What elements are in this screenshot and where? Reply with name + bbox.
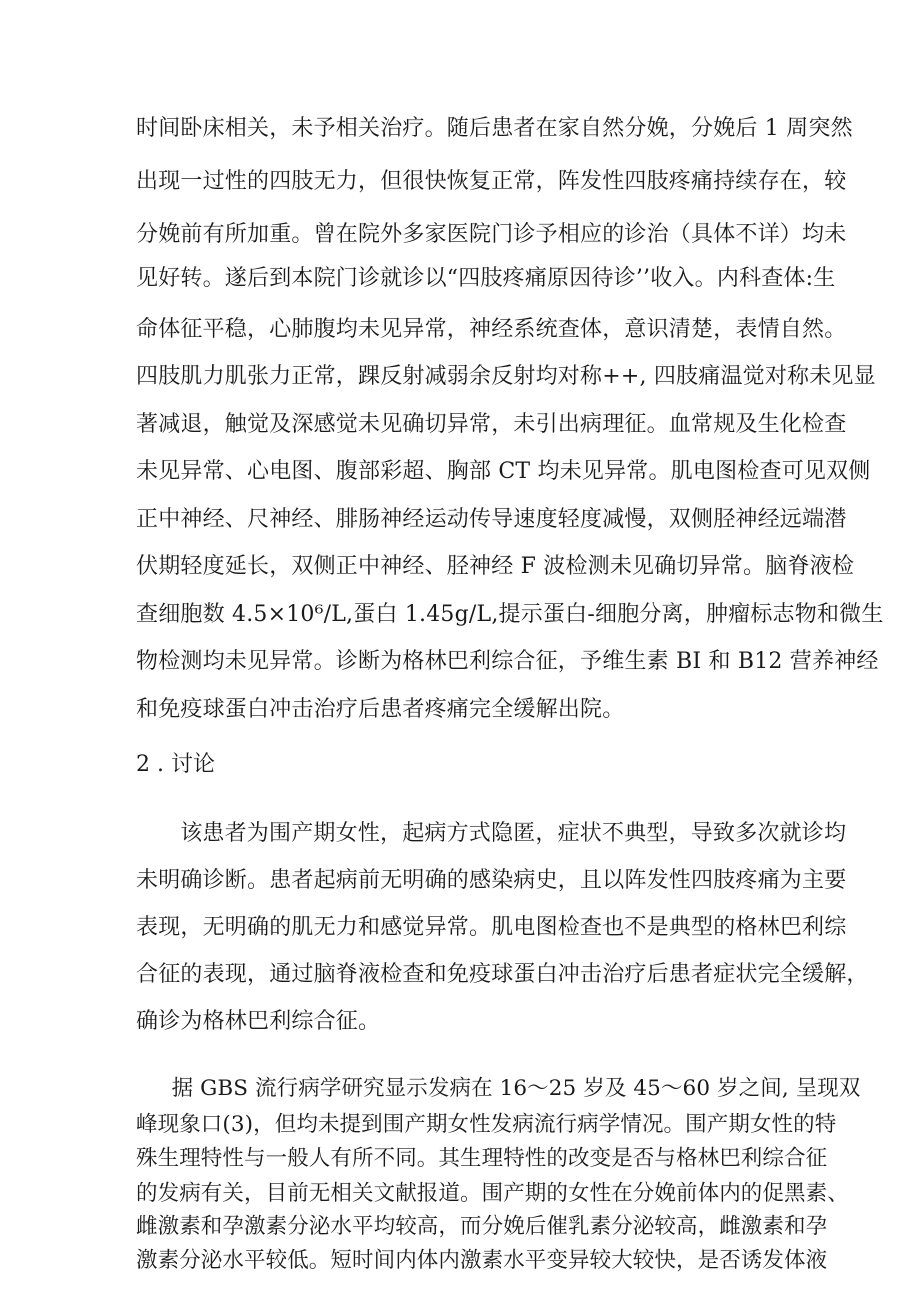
text-line: 伏期轻度延长，双侧正中神经、胫神经 F 波检测未见确切异常。脑脊液检 [136, 554, 855, 579]
text-line: 正中神经、尺神经、腓肠神经运动传导速度轻度减慢，双侧胫神经远端潜 [136, 507, 847, 532]
section-heading: 2 . 讨论 [136, 752, 215, 777]
text-line: 四肢肌力肌张力正常，踝反射减弱余反射均对称++, 四肢痛温觉对称未见显 [136, 364, 876, 389]
text-line: 物检测均未见异常。诊断为格林巴利综合征，予维生素 BI 和 B12 营养神经 [136, 649, 879, 674]
text-line: 著减退，触觉及深感觉未见确切异常，未引出病理征。血常规及生化检查 [136, 412, 847, 437]
text-line: 确诊为格林巴利综合征。 [136, 1009, 381, 1034]
text-line: 命体征平稳，心肺腹均未见异常，神经系统查体，意识清楚，表情自然。 [136, 317, 847, 342]
text-line: 该患者为围产期女性，起病方式隐匿，症状不典型，导致多次就诊均 [158, 821, 847, 846]
text-line: 未见异常、心电图、腹部彩超、胸部 CT 均未见异常。肌电图检查可见双侧 [136, 459, 871, 484]
text-line: 表现，无明确的肌无力和感觉异常。肌电图检查也不是典型的格林巴利综 [136, 915, 847, 940]
text-line: 时间卧床相关，未予相关治疗。随后患者在家自然分娩，分娩后 1 周突然 [136, 116, 853, 141]
text-line: 殊生理特性与一般人有所不同。其生理特性的改变是否与格林巴利综合征 [136, 1146, 828, 1171]
text-line: 合征的表现，通过脑脊液检查和免疫球蛋白冲击治疗后患者症状完全缓解， [136, 962, 869, 987]
text-line: 激素分泌水平较低。短时间内体内激素水平变异较大较快，是否诱发体液 [136, 1248, 828, 1273]
text-line: 峰现象口(3)，但均未提到围产期女性发病流行病学情况。围产期女性的特 [136, 1112, 837, 1137]
text-line: 出现一过性的四肢无力，但很快恢复正常，阵发性四肢疼痛持续存在，较 [136, 169, 847, 194]
text-line: 雌激素和孕激素分泌水平均较高，而分娩后催乳素分泌较高，雌激素和孕 [136, 1214, 828, 1239]
text-line: 见好转。遂后到本院门诊就诊以“四肢疼痛原因待诊’’收入。内科查体:生 [136, 266, 836, 291]
text-line: 查细胞数 4.5×10⁶/L,蛋白 1.45g/L,提示蛋白-细胞分离，肿瘤标志物和微生 [136, 602, 884, 627]
text-line: 和免疫球蛋白冲击治疗后患者疼痛完全缓解出院。 [136, 697, 625, 722]
text-line: 据 GBS 流行病学研究显示发病在 16～25 岁及 45～60 岁之间, 呈现双 [150, 1076, 861, 1101]
text-line: 的发病有关，目前无相关文献报道。围产期的女性在分娩前体内的促黑素、 [136, 1181, 849, 1206]
text-line: 未明确诊断。患者起病前无明确的感染病史，且以阵发性四肢疼痛为主要 [136, 868, 847, 893]
text-line: 分娩前有所加重。曾在院外多家医院门诊予相应的诊治（具体不详）均未 [136, 222, 847, 247]
